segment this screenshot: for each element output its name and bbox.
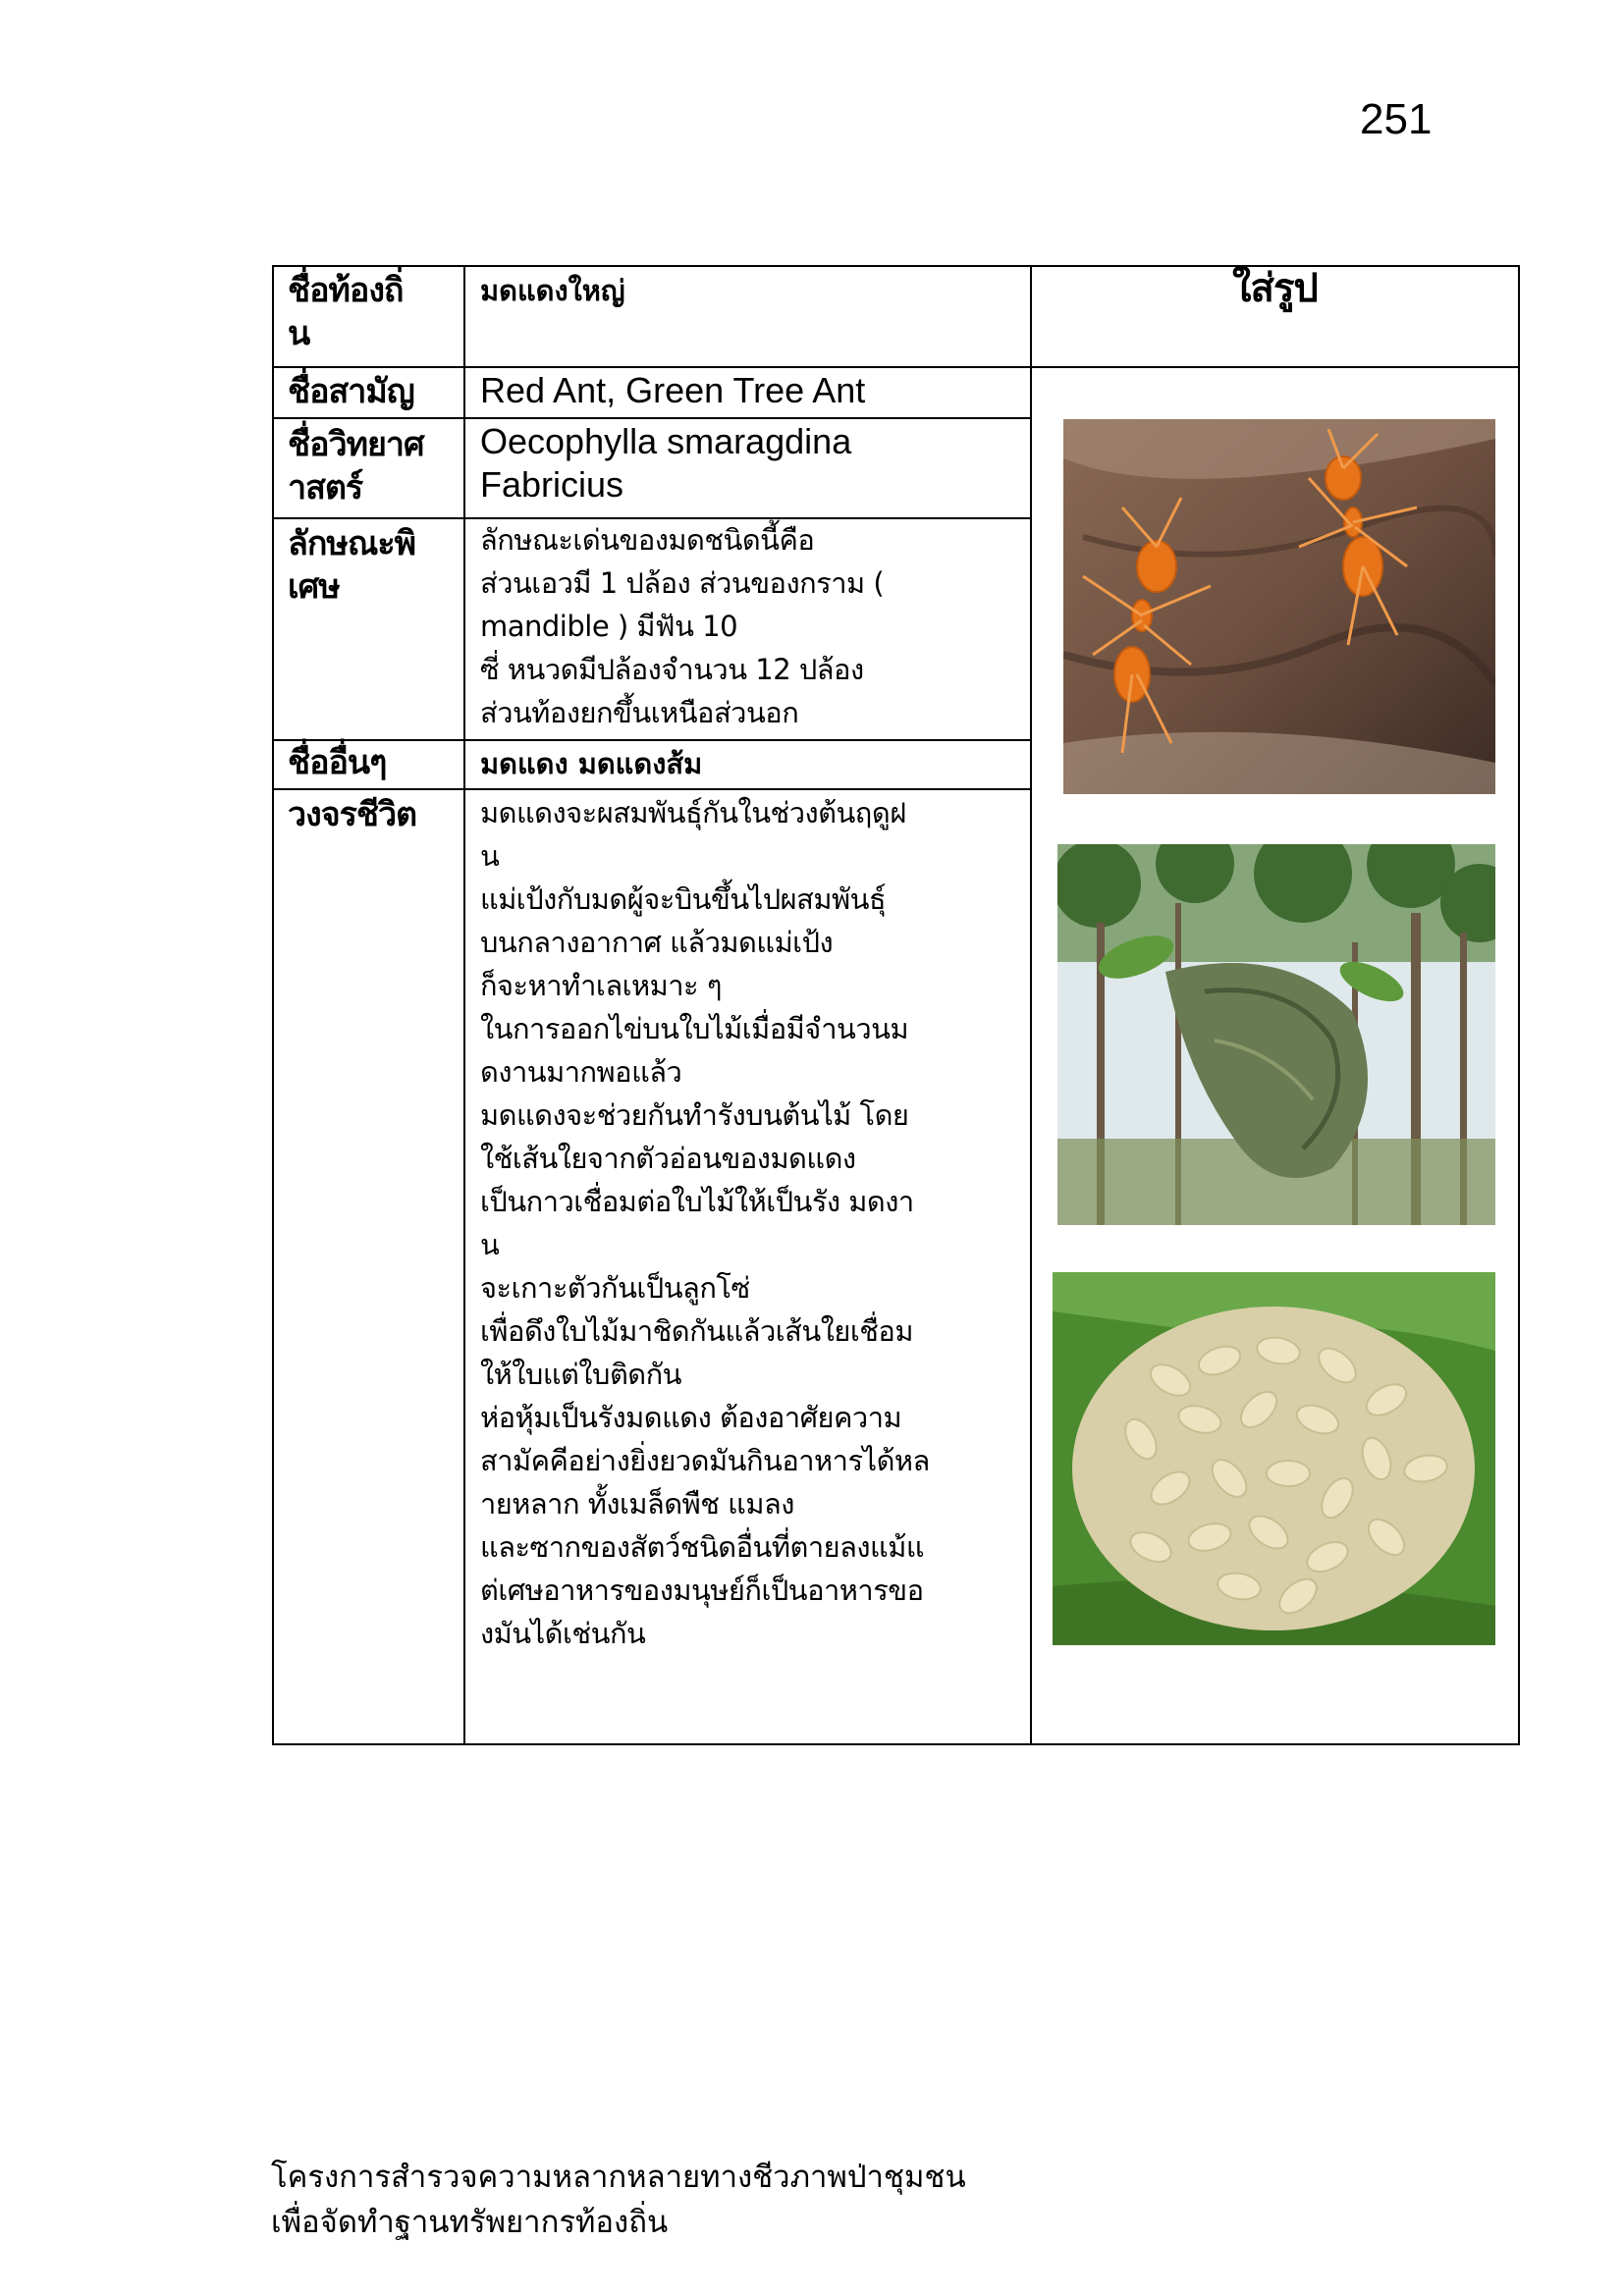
- row-divider-2: [272, 417, 1032, 419]
- value-common-name: Red Ant, Green Tree Ant: [480, 370, 866, 410]
- photo-ant-larvae: [1053, 1272, 1495, 1645]
- table-border-left: [272, 265, 274, 1745]
- label-life-cycle: วงจรชีวิต: [288, 795, 417, 834]
- row-divider-5: [272, 788, 1032, 790]
- row-divider-1: [272, 366, 1520, 368]
- label-local-name: ชื่อท้องถิ่ น: [288, 271, 404, 353]
- image-column-header: ใส่รูป: [1232, 266, 1318, 311]
- label-common-name: ชื่อสามัญ: [288, 372, 414, 411]
- photo-ant-nest: [1057, 844, 1495, 1225]
- footer-project-title: โครงการสำรวจความหลากหลายทางชีวภาพป่าชุมชน เพื่อจัดทำฐานทรัพยากรท้องถิ่น: [271, 2160, 966, 2240]
- column-divider-2: [1030, 265, 1032, 1745]
- value-local-name: มดแดงใหญ่: [480, 274, 625, 307]
- label-characteristics: ลักษณะพิ เศษ: [288, 524, 416, 607]
- photo-red-ants: [1063, 419, 1495, 794]
- label-scientific-name: ชื่อวิทยาศ าสตร์: [288, 425, 424, 507]
- column-divider-1: [463, 265, 465, 1745]
- table-border-bottom: [272, 1743, 1520, 1745]
- page-number: 251: [1360, 95, 1433, 143]
- value-other-names: มดแดง มดแดงส้ม: [480, 747, 703, 780]
- value-life-cycle: มดแดงจะผสมพันธุ์กันในช่วงต้นฤดูฝ น แม่เป้งกับมดผู้จะบินขึ้นไปผสมพันธุ์ บนกลางอากาศ แล้วมดแม่เป้ง ก็จะหาทำเลเหมาะ ๆ ในการออกไข่บนใบไม้เมื่อมีจำนวนม ดงานมากพอแล้ว มดแดงจะช่วยกันทำรังบนต้นไม้ โดย ใช้เส้นใยจากตัวอ่อนของมดแดง เป็นกาวเชื่อมต่อใบไม้ให้เป็นรัง มดงา น จะเกาะตัวกันเป็นลูกโซ่ เพื่อดึงใบไม้มาชิดกันแล้วเส้นใยเชื่อม ให้ใบแต่ใบติดกัน ห่อหุ้มเป็นรังมดแดง ต้องอาศัยความ สามัคคีอย่างยิ่งยวดมันกินอาหารได้หล ายหลาก ทั้งเมล็ดพืช แมลง และซากของสัตว์ชนิดอื่นที่ตายลงแม้แ ต่เศษอาหารของมนุษย์ก็เป็นอาหารขอ งมันได้เช่นกัน: [480, 796, 930, 1650]
- value-characteristics: ลักษณะเด่นของมดชนิดนี้คือ ส่วนเอวมี 1 ปล้อง ส่วนของกราม ( mandible ) มีฟัน 10 ซี่ หนวดมีปล้องจำนวน 12 ปล้อง ส่วนท้องยกขึ้นเหนือส่วนอก: [480, 523, 885, 729]
- table-border-right: [1518, 265, 1520, 1745]
- label-other-names: ชื่ออื่นๆ: [288, 743, 387, 782]
- value-scientific-name: Oecophylla smaragdina Fabricius: [480, 421, 852, 505]
